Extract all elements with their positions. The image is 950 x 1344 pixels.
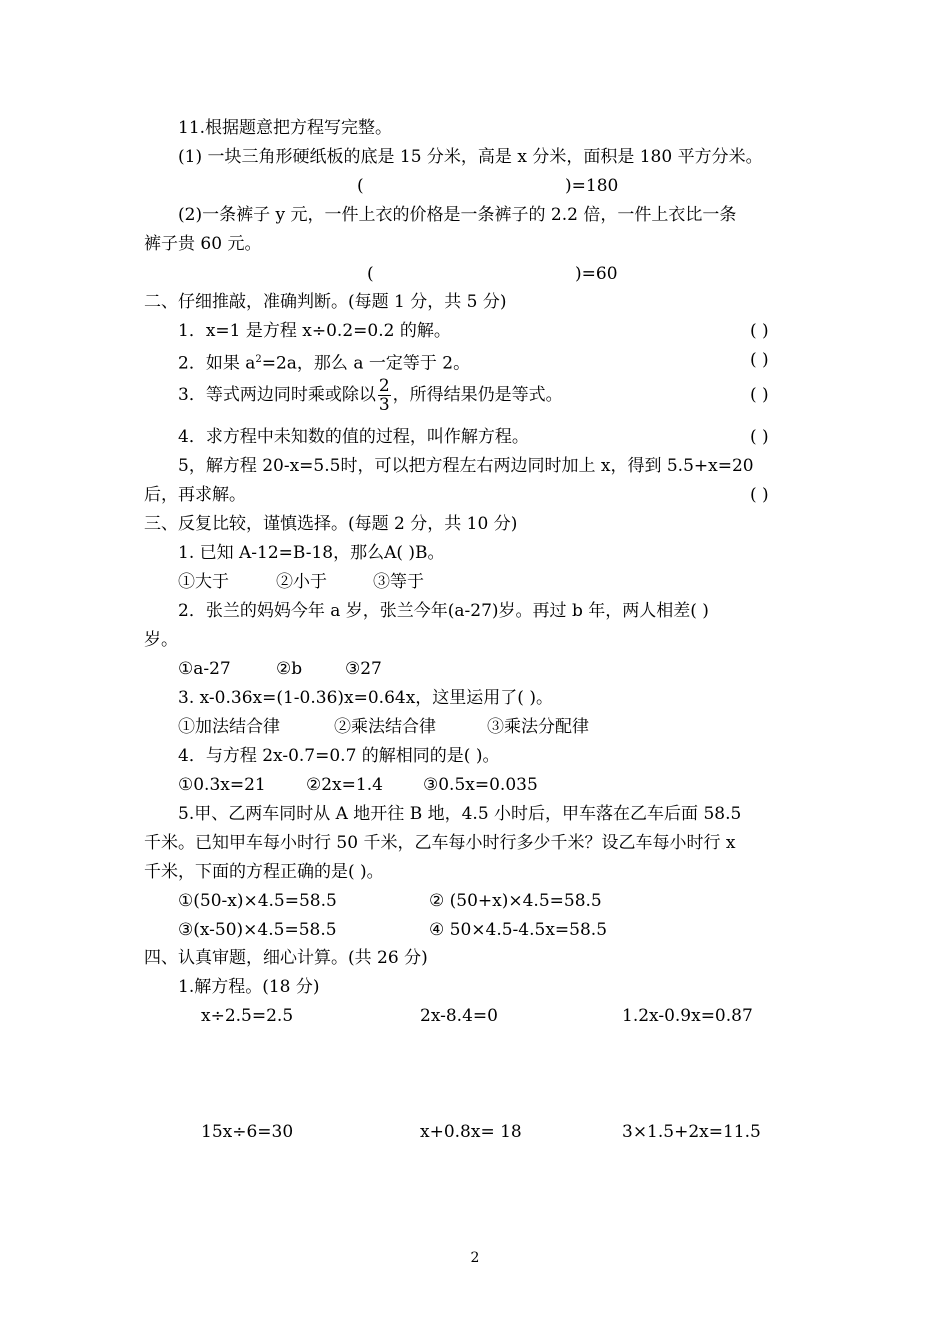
equation-4: 15x÷6=30	[201, 1122, 294, 1142]
item2-text: 2．如果 a	[178, 353, 256, 374]
q3-option-1: ①加法结合律	[178, 717, 280, 737]
q3-option-3: ③乘法分配律	[487, 717, 589, 737]
q5-option-3: ③(x-50)×4.5=58.5	[178, 920, 337, 940]
section3-q5-line2: 千米。已知甲车每小时行 50 千米，乙车每小时行多少千米？设乙车每小时行 x	[144, 833, 736, 853]
section3-q4: 4．与方程 2x-0.7=0.7 的解相同的是( )。	[178, 746, 500, 766]
fraction-numerator: 2	[378, 376, 390, 396]
section3-q2-line1: 2．张兰的妈妈今年 a 岁，张兰今年(a-27)岁。再过 b 年，两人相差( )	[178, 601, 709, 621]
section4-heading: 四、认真审题，细心计算。(共 26 分)	[144, 948, 428, 968]
answer-bracket-1: ( )	[750, 321, 769, 341]
q11-blank1-close: )=180	[565, 176, 619, 196]
q3-option-2: ②乘法结合律	[334, 717, 436, 737]
q1-option-1: ①大于	[178, 572, 229, 592]
q11-blank2-close: )=60	[575, 264, 618, 284]
page-number: 2	[470, 1250, 480, 1266]
equation-2: 2x-8.4=0	[420, 1006, 498, 1026]
q11-part2-line1: (2)一条裤子 y 元，一件上衣的价格是一条裤子的 2.2 倍，一件上衣比一条	[178, 205, 737, 225]
q11-part2-line2: 裤子贵 60 元。	[144, 234, 262, 254]
fraction-two-thirds	[378, 377, 391, 414]
section3-q5-line3: 千米，下面的方程正确的是( )。	[144, 862, 384, 882]
q4-option-1: ①0.3x=21	[178, 775, 266, 795]
section3-heading: 三、反复比较，谨慎选择。(每题 2 分，共 10 分)	[144, 514, 518, 534]
section3-q2-line2: 岁。	[144, 630, 178, 650]
equation-1: x÷2.5=2.5	[201, 1006, 294, 1026]
answer-bracket-3: ( )	[750, 385, 769, 405]
section2-item-3	[178, 374, 563, 416]
answer-bracket-4: ( )	[750, 427, 769, 447]
q5-option-4: ④ 50×4.5-4.5x=58.5	[429, 920, 608, 940]
section2-item-4: 4．求方程中未知数的值的过程，叫作解方程。	[178, 427, 529, 447]
q5-option-2: ② (50+x)×4.5=58.5	[429, 891, 602, 911]
item3-text: 3．等式两边同时乘或除以	[178, 385, 376, 405]
section2-item-2	[178, 348, 470, 376]
answer-bracket-2: ( )	[750, 350, 769, 370]
q1-option-3: ③等于	[373, 572, 424, 592]
item2-rest: =2a，那么 a 一定等于 2。	[261, 353, 471, 374]
section2-item-5-line1: 5，解方程 20-x=5.5时，可以把方程左右两边同时加上 x，得到 5.5+x=20	[178, 456, 754, 476]
q11-title: 11.根据题意把方程写完整。	[178, 118, 393, 138]
q11-part1-text: (1) 一块三角形硬纸板的底是 15 分米，高是 x 分米，面积是 180 平方分米。	[178, 147, 763, 167]
section4-sub1: 1.解方程。(18 分)	[178, 977, 320, 997]
equation-5: x+0.8x= 18	[420, 1122, 522, 1142]
section3-q5-line1: 5.甲、乙两车同时从 A 地开往 B 地，4.5 小时后，甲车落在乙车后面 58.5	[178, 804, 742, 824]
item3-rest: ，所得结果仍是等式。	[392, 385, 563, 405]
equation-3: 1.2x-0.9x=0.87	[622, 1006, 753, 1026]
section3-q3: 3. x-0.36x=(1-0.36)x=0.64x，这里运用了( )。	[178, 688, 553, 708]
q2-option-2: ②b	[276, 659, 303, 679]
exponent: 2	[255, 354, 262, 365]
q2-option-3: ③27	[345, 659, 382, 679]
q11-blank1-open: (	[357, 176, 364, 196]
section3-q1: 1. 已知 A-12=B-18，那么A( )B。	[178, 543, 445, 563]
equation-6: 3×1.5+2x=11.5	[622, 1122, 761, 1142]
section2-item-1: 1．x=1 是方程 x÷0.2=0.2 的解。	[178, 321, 451, 341]
section2-heading: 二、仔细推敲，准确判断。(每题 1 分，共 5 分)	[144, 292, 507, 312]
q1-option-2: ②小于	[276, 572, 327, 592]
answer-bracket-5: ( )	[750, 485, 769, 505]
q2-option-1: ①a-27	[178, 659, 231, 679]
section2-item-5-line2: 后，再求解。	[144, 485, 246, 505]
q4-option-2: ②2x=1.4	[306, 775, 383, 795]
q5-option-1: ①(50-x)×4.5=58.5	[178, 891, 337, 911]
fraction-denominator: 3	[378, 395, 390, 415]
q11-blank2-open: (	[367, 264, 374, 284]
q4-option-3: ③0.5x=0.035	[423, 775, 538, 795]
